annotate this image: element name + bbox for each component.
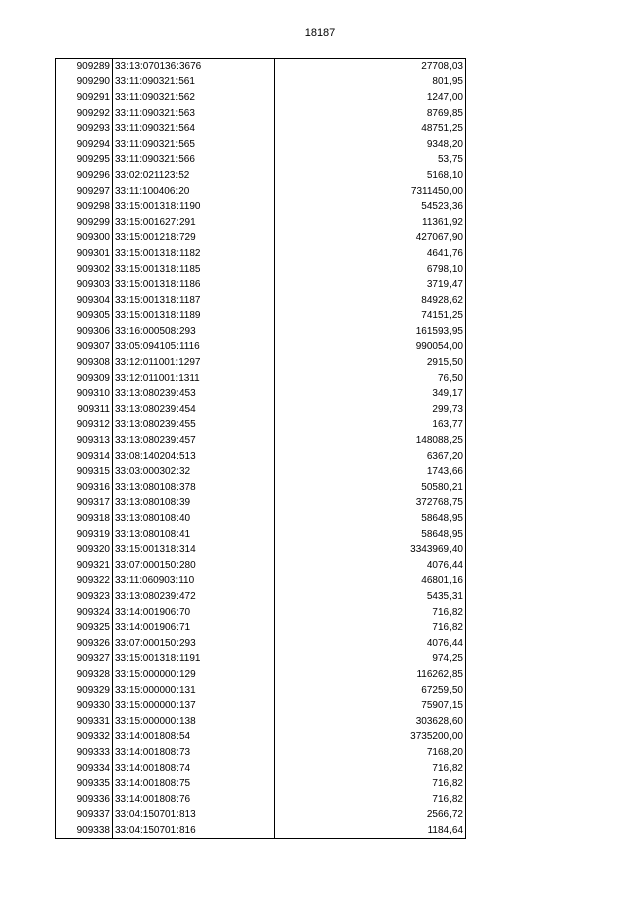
row-id-cell: 909332 [56, 729, 113, 745]
value-cell: 6367,20 [275, 448, 466, 464]
row-id-cell: 909300 [56, 230, 113, 246]
row-id-cell: 909289 [56, 59, 113, 75]
row-id-cell: 909294 [56, 136, 113, 152]
table-row [56, 635, 466, 651]
value-cell: 53,75 [275, 152, 466, 168]
value-cell: 716,82 [275, 620, 466, 636]
value-cell: 11361,92 [275, 214, 466, 230]
row-id-cell: 909337 [56, 807, 113, 823]
cadastral-number-cell: 33:15:001318:314 [113, 542, 275, 558]
cadastral-number-cell: 33:13:080108:378 [113, 480, 275, 496]
value-cell: 75907,15 [275, 698, 466, 714]
table-row [56, 339, 466, 355]
value-cell: 27708,03 [275, 59, 466, 75]
row-id-cell: 909297 [56, 183, 113, 199]
row-id-cell: 909310 [56, 386, 113, 402]
value-cell: 990054,00 [275, 339, 466, 355]
row-id-cell: 909311 [56, 402, 113, 418]
value-cell: 1247,00 [275, 90, 466, 106]
table-row [56, 199, 466, 215]
cadastral-number-cell: 33:13:080108:40 [113, 511, 275, 527]
value-cell: 5168,10 [275, 168, 466, 184]
row-id-cell: 909296 [56, 168, 113, 184]
cadastral-number-cell: 33:11:090321:566 [113, 152, 275, 168]
row-id-cell: 909317 [56, 495, 113, 511]
table-body [56, 59, 466, 839]
table-row [56, 558, 466, 574]
cadastral-number-cell: 33:11:090321:565 [113, 136, 275, 152]
row-id-cell: 909330 [56, 698, 113, 714]
cadastral-number-cell: 33:14:001906:71 [113, 620, 275, 636]
table-row [56, 370, 466, 386]
value-cell: 716,82 [275, 791, 466, 807]
table-row [56, 417, 466, 433]
cadastral-number-cell: 33:16:000508:293 [113, 324, 275, 340]
value-cell: 3719,47 [275, 277, 466, 293]
table-row [56, 261, 466, 277]
table-row [56, 791, 466, 807]
cadastral-number-cell: 33:14:001808:75 [113, 776, 275, 792]
value-cell: 4076,44 [275, 558, 466, 574]
cadastral-number-cell: 33:13:080239:455 [113, 417, 275, 433]
row-id-cell: 909314 [56, 448, 113, 464]
value-cell: 1184,64 [275, 823, 466, 839]
value-cell: 163,77 [275, 417, 466, 433]
table-row [56, 604, 466, 620]
table-row [56, 246, 466, 262]
cadastral-number-cell: 33:15:001318:1186 [113, 277, 275, 293]
value-cell: 1743,66 [275, 464, 466, 480]
table-row [56, 480, 466, 496]
table-row [56, 277, 466, 293]
table-row [56, 386, 466, 402]
row-id-cell: 909320 [56, 542, 113, 558]
cadastral-number-cell: 33:13:080239:457 [113, 433, 275, 449]
row-id-cell: 909334 [56, 760, 113, 776]
cadastral-number-cell: 33:12:011001:1311 [113, 370, 275, 386]
value-cell: 716,82 [275, 760, 466, 776]
value-cell: 2566,72 [275, 807, 466, 823]
value-cell: 7168,20 [275, 745, 466, 761]
cadastral-number-cell: 33:11:100406:20 [113, 183, 275, 199]
table-row [56, 620, 466, 636]
cadastral-number-cell: 33:15:001318:1182 [113, 246, 275, 262]
cadastral-number-cell: 33:15:001318:1190 [113, 199, 275, 215]
row-id-cell: 909336 [56, 791, 113, 807]
cadastral-number-cell: 33:15:001627:291 [113, 214, 275, 230]
row-id-cell: 909292 [56, 105, 113, 121]
cadastral-number-cell: 33:15:000000:138 [113, 713, 275, 729]
cadastral-number-cell: 33:15:001318:1187 [113, 292, 275, 308]
row-id-cell: 909313 [56, 433, 113, 449]
value-cell: 76,50 [275, 370, 466, 386]
table-row [56, 402, 466, 418]
table-row [56, 448, 466, 464]
cadastral-number-cell: 33:07:000150:293 [113, 635, 275, 651]
value-cell: 5435,31 [275, 589, 466, 605]
table-row [56, 168, 466, 184]
row-id-cell: 909327 [56, 651, 113, 667]
cadastral-number-cell: 33:14:001808:73 [113, 745, 275, 761]
cadastral-number-cell: 33:11:090321:564 [113, 121, 275, 137]
table-row [56, 59, 466, 75]
value-cell: 148088,25 [275, 433, 466, 449]
row-id-cell: 909302 [56, 261, 113, 277]
table-row [56, 823, 466, 839]
table-row [56, 745, 466, 761]
table-row [56, 355, 466, 371]
cadastral-value-table [55, 58, 466, 839]
cadastral-number-cell: 33:02:021123:52 [113, 168, 275, 184]
row-id-cell: 909298 [56, 199, 113, 215]
row-id-cell: 909301 [56, 246, 113, 262]
value-cell: 8769,85 [275, 105, 466, 121]
cadastral-number-cell: 33:14:001906:70 [113, 604, 275, 620]
table-row [56, 324, 466, 340]
value-cell: 3343969,40 [275, 542, 466, 558]
row-id-cell: 909331 [56, 713, 113, 729]
row-id-cell: 909308 [56, 355, 113, 371]
value-cell: 46801,16 [275, 573, 466, 589]
cadastral-number-cell: 33:13:080108:41 [113, 526, 275, 542]
cadastral-number-cell: 33:12:011001:1297 [113, 355, 275, 371]
row-id-cell: 909316 [56, 480, 113, 496]
row-id-cell: 909326 [56, 635, 113, 651]
cadastral-number-cell: 33:15:001218:729 [113, 230, 275, 246]
row-id-cell: 909324 [56, 604, 113, 620]
value-cell: 116262,85 [275, 667, 466, 683]
table-row [56, 292, 466, 308]
value-cell: 716,82 [275, 776, 466, 792]
row-id-cell: 909307 [56, 339, 113, 355]
table-row [56, 573, 466, 589]
value-cell: 372768,75 [275, 495, 466, 511]
table-row [56, 651, 466, 667]
value-cell: 9348,20 [275, 136, 466, 152]
row-id-cell: 909335 [56, 776, 113, 792]
table-row [56, 136, 466, 152]
table-row [56, 589, 466, 605]
row-id-cell: 909325 [56, 620, 113, 636]
row-id-cell: 909333 [56, 745, 113, 761]
cadastral-number-cell: 33:07:000150:280 [113, 558, 275, 574]
cadastral-number-cell: 33:14:001808:54 [113, 729, 275, 745]
cadastral-number-cell: 33:15:001318:1191 [113, 651, 275, 667]
table-row [56, 807, 466, 823]
row-id-cell: 909315 [56, 464, 113, 480]
value-cell: 67259,50 [275, 682, 466, 698]
row-id-cell: 909329 [56, 682, 113, 698]
table-row [56, 90, 466, 106]
table-row [56, 433, 466, 449]
row-id-cell: 909328 [56, 667, 113, 683]
cadastral-number-cell: 33:11:090321:563 [113, 105, 275, 121]
value-cell: 58648,95 [275, 511, 466, 527]
table-row [56, 230, 466, 246]
value-cell: 427067,90 [275, 230, 466, 246]
cadastral-number-cell: 33:13:080239:454 [113, 402, 275, 418]
row-id-cell: 909295 [56, 152, 113, 168]
value-cell: 7311450,00 [275, 183, 466, 199]
cadastral-number-cell: 33:15:001318:1189 [113, 308, 275, 324]
cadastral-number-cell: 33:13:080239:453 [113, 386, 275, 402]
row-id-cell: 909322 [56, 573, 113, 589]
cadastral-number-cell: 33:05:094105:1116 [113, 339, 275, 355]
table-row [56, 542, 466, 558]
value-cell: 349,17 [275, 386, 466, 402]
row-id-cell: 909291 [56, 90, 113, 106]
value-cell: 6798,10 [275, 261, 466, 277]
row-id-cell: 909306 [56, 324, 113, 340]
cadastral-number-cell: 33:14:001808:74 [113, 760, 275, 776]
cadastral-number-cell: 33:15:000000:137 [113, 698, 275, 714]
table-row [56, 667, 466, 683]
cadastral-number-cell: 33:13:070136:3676 [113, 59, 275, 75]
value-cell: 54523,36 [275, 199, 466, 215]
value-cell: 48751,25 [275, 121, 466, 137]
cadastral-number-cell: 33:11:060903:110 [113, 573, 275, 589]
row-id-cell: 909304 [56, 292, 113, 308]
cadastral-number-cell: 33:15:001318:1185 [113, 261, 275, 277]
value-cell: 801,95 [275, 74, 466, 90]
table-row [56, 183, 466, 199]
table-row [56, 713, 466, 729]
value-cell: 4076,44 [275, 635, 466, 651]
table-row [56, 495, 466, 511]
cadastral-number-cell: 33:15:000000:129 [113, 667, 275, 683]
value-cell: 4641,76 [275, 246, 466, 262]
row-id-cell: 909299 [56, 214, 113, 230]
table-row [56, 776, 466, 792]
row-id-cell: 909318 [56, 511, 113, 527]
cadastral-number-cell: 33:14:001808:76 [113, 791, 275, 807]
table-row [56, 121, 466, 137]
value-cell: 50580,21 [275, 480, 466, 496]
row-id-cell: 909290 [56, 74, 113, 90]
value-cell: 3735200,00 [275, 729, 466, 745]
row-id-cell: 909323 [56, 589, 113, 605]
table-row [56, 729, 466, 745]
value-cell: 716,82 [275, 604, 466, 620]
row-id-cell: 909305 [56, 308, 113, 324]
table-row [56, 152, 466, 168]
value-cell: 974,25 [275, 651, 466, 667]
row-id-cell: 909309 [56, 370, 113, 386]
cadastral-number-cell: 33:04:150701:813 [113, 807, 275, 823]
cadastral-number-cell: 33:11:090321:562 [113, 90, 275, 106]
table-row [56, 105, 466, 121]
cadastral-number-cell: 33:04:150701:816 [113, 823, 275, 839]
table-row [56, 526, 466, 542]
cadastral-number-cell: 33:13:080108:39 [113, 495, 275, 511]
value-cell: 58648,95 [275, 526, 466, 542]
cadastral-number-cell: 33:13:080239:472 [113, 589, 275, 605]
cadastral-number-cell: 33:03:000302:32 [113, 464, 275, 480]
table-row [56, 464, 466, 480]
row-id-cell: 909338 [56, 823, 113, 839]
value-cell: 2915,50 [275, 355, 466, 371]
cadastral-number-cell: 33:08:140204:513 [113, 448, 275, 464]
table-row [56, 682, 466, 698]
cadastral-number-cell: 33:15:000000:131 [113, 682, 275, 698]
row-id-cell: 909293 [56, 121, 113, 137]
table-row [56, 760, 466, 776]
cadastral-number-cell: 33:11:090321:561 [113, 74, 275, 90]
table-row [56, 511, 466, 527]
value-cell: 74151,25 [275, 308, 466, 324]
table-row [56, 698, 466, 714]
table-row [56, 214, 466, 230]
value-cell: 299,73 [275, 402, 466, 418]
value-cell: 303628,60 [275, 713, 466, 729]
row-id-cell: 909319 [56, 526, 113, 542]
value-cell: 84928,62 [275, 292, 466, 308]
row-id-cell: 909303 [56, 277, 113, 293]
row-id-cell: 909321 [56, 558, 113, 574]
table-row [56, 74, 466, 90]
page-number: 18187 [304, 27, 336, 39]
row-id-cell: 909312 [56, 417, 113, 433]
value-cell: 161593,95 [275, 324, 466, 340]
table-row [56, 308, 466, 324]
